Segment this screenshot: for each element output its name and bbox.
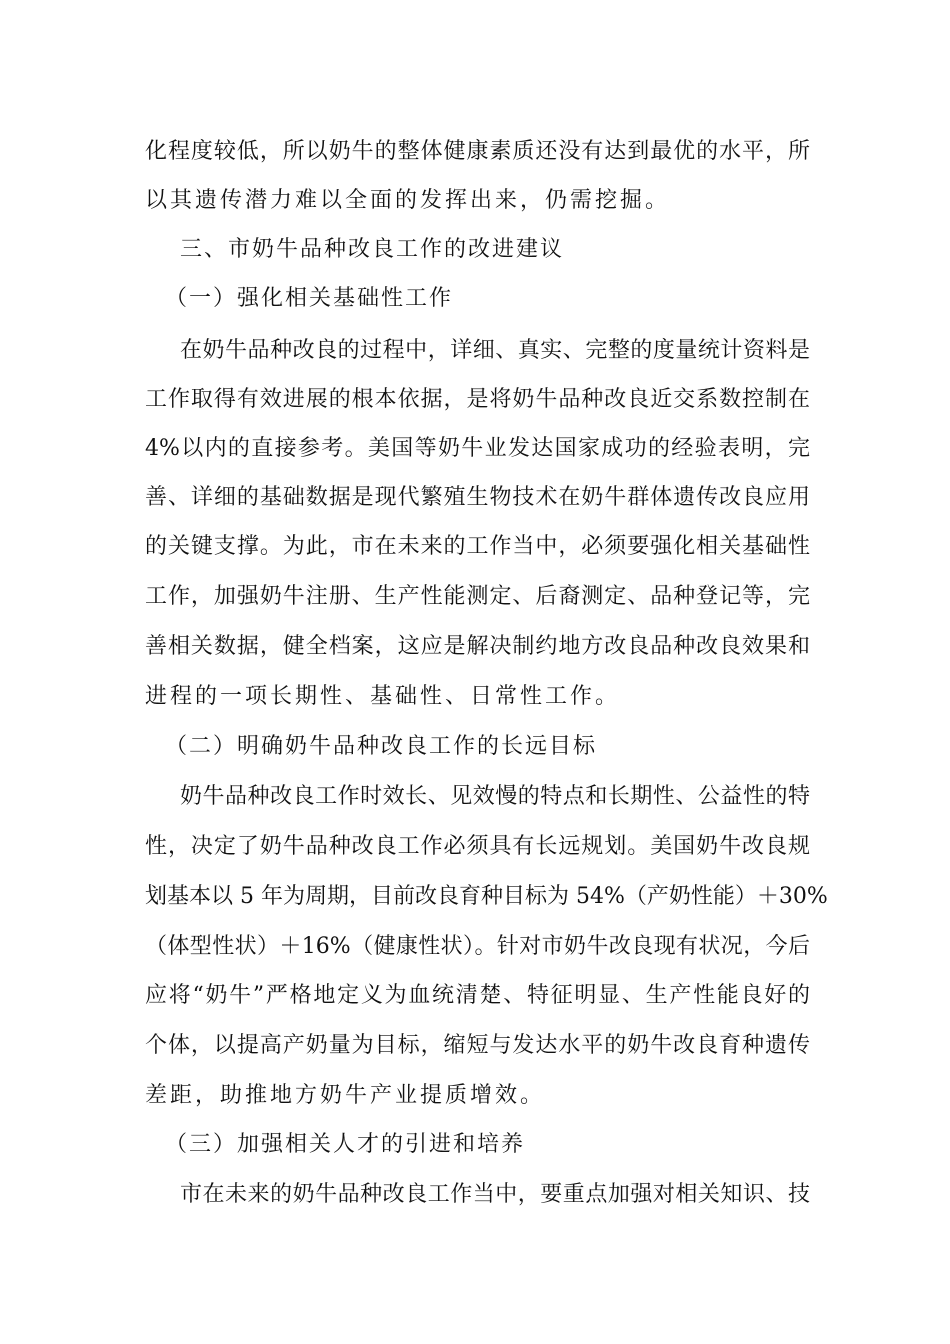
body-text-line: 划基本以 5 年为周期，目前改良育种目标为 54%（产奶性能）＋30% [145, 884, 828, 909]
body-text-line: （体型性状）＋16%（健康性状）。针对市奶牛改良现有状况，今后 [145, 934, 810, 959]
section-heading: 三、市奶牛品种改良工作的改进建议 [180, 237, 565, 262]
body-text-line: 的关键支撑。为此，市在未来的工作当中，必须要强化相关基础性 [145, 534, 810, 559]
body-text-line: 工作，加强奶牛注册、生产性能测定、后裔测定、品种登记等，完 [145, 584, 810, 609]
body-text-line: 进程的一项长期性、基础性、日常性工作。 [145, 684, 621, 709]
body-text-line: 性，决定了奶牛品种改良工作必须具有长远规划。美国奶牛改良规 [145, 834, 810, 859]
subsection-heading: （三）加强相关人才的引进和培养 [165, 1132, 526, 1157]
body-text-line: 工作取得有效进展的根本依据，是将奶牛品种改良近交系数控制在 [145, 387, 810, 412]
body-text-line: 在奶牛品种改良的过程中，详细、真实、完整的度量统计资料是 [180, 338, 810, 363]
body-text-line: 奶牛品种改良工作时效长、见效慢的特点和长期性、公益性的特 [180, 784, 810, 809]
body-text-line: 善相关数据，健全档案，这应是解决制约地方改良品种改良效果和 [145, 634, 810, 659]
body-text-line: 市在未来的奶牛品种改良工作当中，要重点加强对相关知识、技 [180, 1182, 810, 1207]
body-text-line: 个体，以提高产奶量为目标，缩短与发达水平的奶牛改良育种遗传 [145, 1033, 810, 1058]
body-text-line: 善、详细的基础数据是现代繁殖生物技术在奶牛群体遗传改良应用 [145, 485, 810, 510]
body-text-line: 化程度较低，所以奶牛的整体健康素质还没有达到最优的水平，所 [145, 139, 810, 164]
body-text-line: 应将“奶牛”严格地定义为血统清楚、特征明显、生产性能良好的 [145, 983, 810, 1008]
body-text-line: 以其遗传潜力难以全面的发挥出来，仍需挖掘。 [145, 188, 671, 213]
subsection-heading: （二）明确奶牛品种改良工作的长远目标 [165, 734, 598, 759]
body-text-line: 4%以内的直接参考。美国等奶牛业发达国家成功的经验表明，完 [145, 436, 810, 461]
body-text-line: 差距，助推地方奶牛产业提质增效。 [145, 1083, 546, 1108]
subsection-heading: （一）强化相关基础性工作 [165, 286, 454, 311]
